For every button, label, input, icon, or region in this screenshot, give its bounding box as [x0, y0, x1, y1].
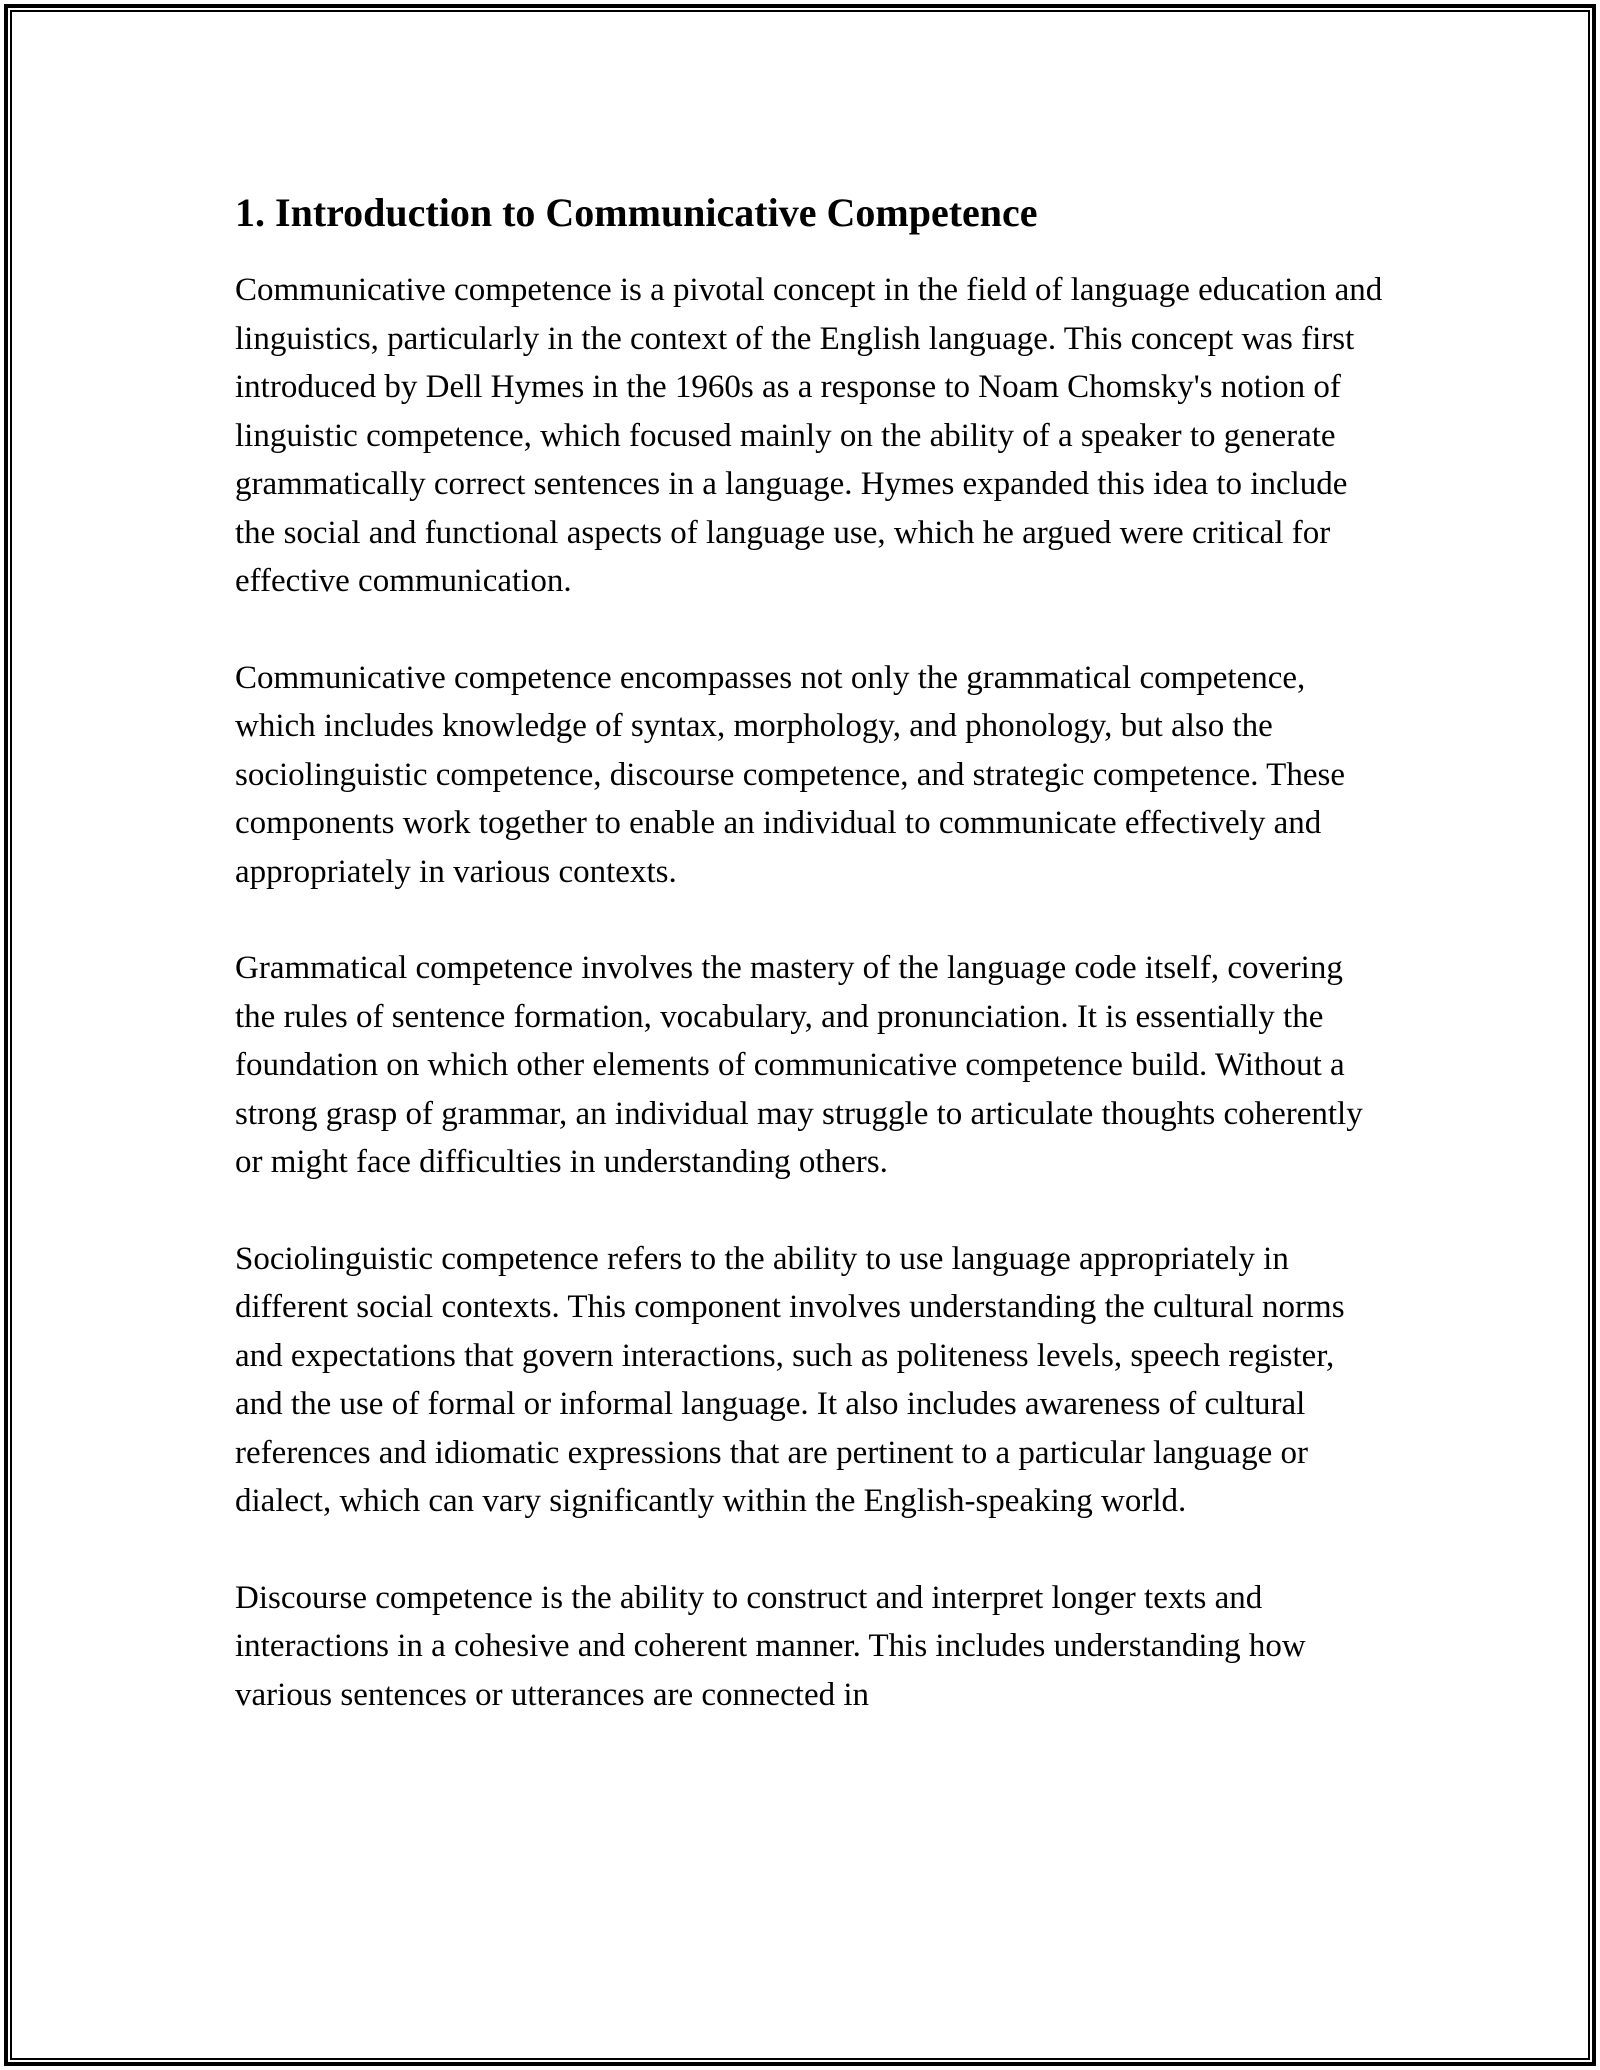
- paragraph-sociolinguistic: Sociolinguistic competence refers to the ability to use language appropriately in different social contexts. This component involves understanding the cultural norms and expectations that govern interactions, such as politeness levels, speech register, and the use of formal or informal language. It also includes awareness of cultural references and idiomatic expressions that are pertinent to a particular language or dialect, which can vary significantly within the English-speaking world.: [235, 1240, 1345, 1519]
- paragraph-intro: Communicative competence is a pivotal concept in the field of language education and linguistics, particularly in the context of the English language. This concept was first introduced by Dell Hymes in the 1960s as a response to Noam Chomsky's notion of linguistic competence, which focused mainly on the ability of a speaker to generate grammatically correct sentences in a language. Hymes expanded this idea to include the social and functional aspects of language use, which he argued were critical for effective communication.: [235, 272, 1383, 599]
- paragraph-components: Communicative competence encompasses not only the grammatical competence, which includes knowledge of syntax, morphology, and phonology, but also the sociolinguistic competence, discourse competence, and strategic competence. These components work together to enable an individual to communicate effectively and appropriately in various contexts.: [235, 659, 1345, 890]
- paragraph-grammatical: Grammatical competence involves the mastery of the language code itself, covering the rules of sentence formation, vocabulary, and pronunciation. It is essentially the foundation on which other elements of communicative competence build. Without a strong grasp of grammar, an individual may struggle to articulate thoughts coherently or might face difficulties in understanding others.: [235, 950, 1363, 1180]
- document-body: [235, 180, 1385, 1767]
- section-heading: 1. Introduction to Communicative Competence: [235, 190, 1038, 235]
- paragraph-discourse: Discourse competence is the ability to construct and interpret longer texts and interactions in a cohesive and coherent manner. This includes understanding how various sentences or utterances are connected in: [235, 1579, 1306, 1713]
